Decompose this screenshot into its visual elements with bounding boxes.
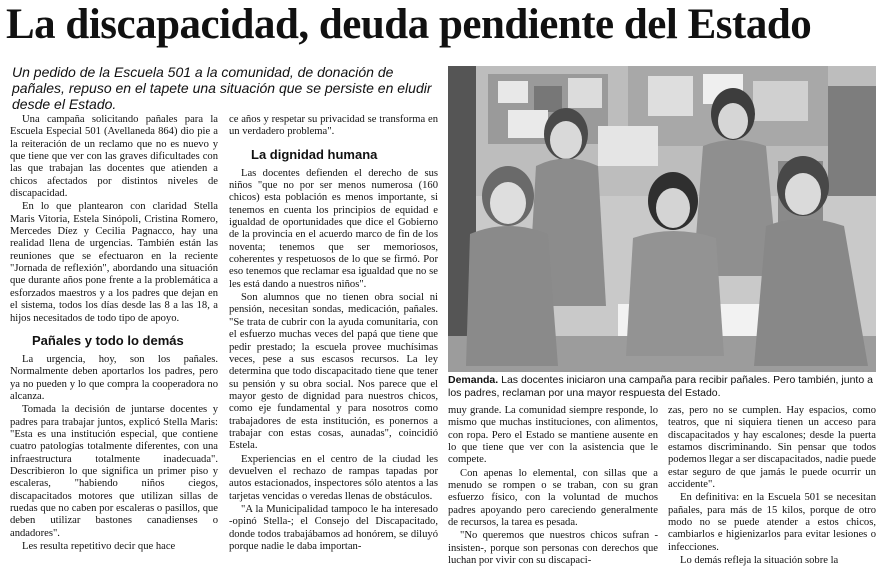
paragraph: Experiencias en el centro de la ciudad les devuelven el rechazo de rampas tapadas por autos estacionados, inspectores sólo atentos a las tarjetas vencidas o veredas llenas de obstáculos. [229, 453, 438, 502]
paragraph: Son alumnos que no tienen obra social ni pensión, necesitan sondas, medicación, pañales. "Se trata de cubrir con la ayuda comunitaria, con el esfuerzo muchas veces del papá que tiene que pedir prestado; la escuela provee muchísimas veces, pese a sus escasos recursos. La ley determina que todo discapacitado tiene que tener su pensión y su obra social. Nos parece que el mayor gesto de dignidad para nuestros chicos, como eje fundamental y para nosotros como trabajadores de esta institución, es ponernos a trabajar con estas cosas, aunadas", coincidió Estela. [229, 292, 438, 452]
article-column-2 [229, 114, 438, 567]
paragraph: Tomada la decisión de juntarse docentes y padres para trabajar juntos, explicó Stella Maris: "Esta es una institución especial, que contiene cuatro patologías totalmente diferentes, con una infraestructura totalmente inadecuada". Describieron lo que significa un primer piso y escaleras, "habiendo niños ciegos, discapacitados motores que utilizan sillas de ruedas que no caben por escaleras o pasillos, que deben utilizar bastones canadienses o andadores". [10, 404, 218, 539]
paragraph: Las docentes defienden el derecho de sus niños "que no por ser menos numerosa (160 chicos) esta población es menos importante, si tenemos en cuenta los principios de equidad e igualdad de oportunidades que dice el Gobierno de la provincia en el acuerdo marco de fin de los noventa; tenemos que ser memoriosos, coherentes y respetuosos de lo que se firmó. Por eso tenemos que reclamar esa igualdad que no se les está dando a nuestros niños". [229, 167, 438, 290]
paragraph: En definitiva: en la Escuela 501 se necesitan pañales, para más de 15 kilos, porque de otro modo no se puede atender a estos chicos, cambiarlos e higienizarlos para evitar lesiones o infecciones. [668, 492, 876, 553]
paragraph: En lo que plantearon con claridad Stella Maris Vitoria, Estela Sinópoli, Cristina Romero, Mercedes Díez y Cecilia Pagnacco, hay una realidad llena de urgencias. También están las reuniones que se efectuaron en la reciente "Jornada de reflexión", abordando una situación que durante años pone frente a la problemática a esforzados maestros y a los padres que dejan en el sistema, todos los días desde las 8 a las 18, a hijos necesitados de todo tipo de apoyo. [10, 201, 218, 324]
headline: La discapacidad, deuda pendiente del Estado [6, 1, 812, 48]
paragraph: Les resulta repetitivo decir que hace [22, 541, 176, 552]
paragraph: Lo demás refleja la situación sobre la [680, 555, 839, 567]
article-column-1 [10, 114, 218, 567]
photo-caption [448, 374, 878, 399]
paragraph: "No queremos que nuestros chicos sufran -insisten-, porque son personas con derechos que luchan por vivir con su discapaci- [448, 530, 658, 567]
standfirst: Un pedido de la Escuela 501 a la comunidad, de donación de pañales, repuso en el tapete una situación que se persiste en eludir desde el Estado. [12, 64, 432, 112]
article-column-4 [668, 405, 876, 567]
subheading: Pañales y todo lo demás [32, 332, 184, 348]
paragraph: La urgencia, hoy, son los pañales. Normalmente deben aportarlos los padres, pero ya no pueden y lo que compra la cooperadora no alcanza. [10, 353, 218, 402]
caption-text: Las docentes iniciaron una campaña para recibir pañales. Pero también, junto a los padres, reclaman por una mayor respuesta del Estado. [448, 374, 873, 399]
paragraph: Con apenas lo elemental, con sillas que a menudo se rompen o se traban, con su gran esfuerzo físico, con la voluntad de muchos padres apoyando pero careciendo generalmente de recursos, la tarea es pesada. [448, 467, 658, 529]
paragraph: ce años y respetar su privacidad se transforma en un verdadero problema". [229, 114, 438, 138]
photo-teachers [448, 66, 876, 372]
paragraph: "A la Municipalidad tampoco le ha interesado -opinó Stella-; el Consejo del Discapacitado, donde todos trabajábamos ad honórem, se diluyó porque nadie le daba importan- [229, 503, 438, 552]
photo-image [448, 66, 876, 372]
paragraph: zas, pero no se cumplen. Hay espacios, como teatros, que ni siquiera tienen un acceso para discapacitados y hay escalones; desde la puerta estamos discriminando. Sin pensar que todos podemos llegar a ser discapacitados, nadie puede estar seguro de que jamás le puede ocurrir un accidente". [668, 405, 876, 491]
caption-lead: Demanda. [448, 374, 499, 386]
paragraph: Una campaña solicitando pañales para la Escuela Especial 501 (Avellaneda 864) dio pie a la reiteración de un reclamo que no es nuevo y que tiene que ver con las graves dificultades con las que trabajan las docentes que atienden a chicos afectados por distintos niveles de discapacidad. [10, 114, 218, 200]
subheading: La dignidad humana [251, 146, 378, 162]
article-column-3 [448, 405, 658, 567]
paragraph: muy grande. La comunidad siempre responde, lo mismo que muchas instituciones, con alimentos, con ropa. Pero el Estado se mantiene ausente en lo que tiene que ver con la asistencia que le compete. [448, 405, 658, 466]
